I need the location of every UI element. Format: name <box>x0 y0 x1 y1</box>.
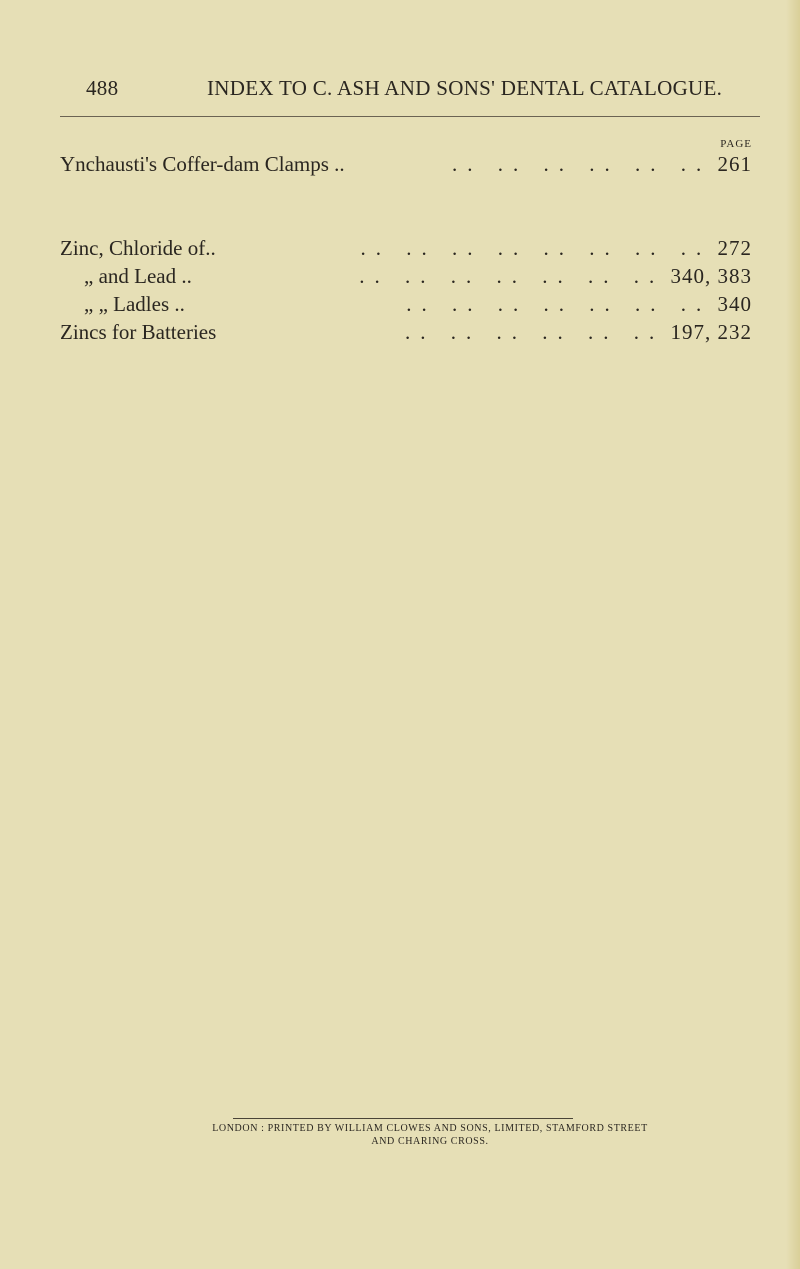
index-entry: „ and Lead .. .. .. .. .. .. .. .. 340, 383 <box>84 264 752 288</box>
index-entry: Zincs for Batteries .. .. .. .. .. .. 197, 232 <box>60 320 752 344</box>
index-entry: „ „ Ladles .. .. .. .. .. .. .. .. 340 <box>84 292 752 316</box>
entry-pages: 340, 383 <box>670 264 752 288</box>
index-entry: Ynchausti's Coffer-dam Clamps .. .. .. .. .. .. .. 261 <box>60 152 752 176</box>
entry-label: Ynchausti's Coffer-dam Clamps .. <box>60 152 345 176</box>
printer-imprint <box>200 1122 660 1148</box>
index-entry: Zinc, Chloride of.. .. .. .. .. .. .. .. .. 272 <box>60 236 752 260</box>
entry-label: „ „ Ladles .. <box>84 292 185 316</box>
imprint-line: LONDON : PRINTED BY WILLIAM CLOWES AND SONS, LIMITED, STAMFORD STREET <box>212 1123 648 1134</box>
entry-label: „ and Lead .. <box>84 264 192 288</box>
footer-rule <box>233 1118 573 1119</box>
entry-pages: 261 <box>717 152 752 176</box>
entry-pages: 272 <box>717 236 752 260</box>
running-title: INDEX TO C. ASH AND SONS' DENTAL CATALOGUE. <box>207 76 723 100</box>
header-rule <box>60 116 760 117</box>
entry-label: Zincs for Batteries <box>60 320 217 344</box>
page-number: 488 <box>86 76 119 100</box>
entry-pages: 340 <box>717 292 752 316</box>
imprint-line: AND CHARING CROSS. <box>371 1136 489 1147</box>
page-edge <box>786 0 800 1269</box>
index-entries <box>60 150 752 346</box>
page-column-label: PAGE <box>720 138 752 150</box>
page-header <box>86 76 756 106</box>
entry-label: Zinc, Chloride of.. <box>60 236 216 260</box>
entry-pages: 197, 232 <box>670 320 752 344</box>
